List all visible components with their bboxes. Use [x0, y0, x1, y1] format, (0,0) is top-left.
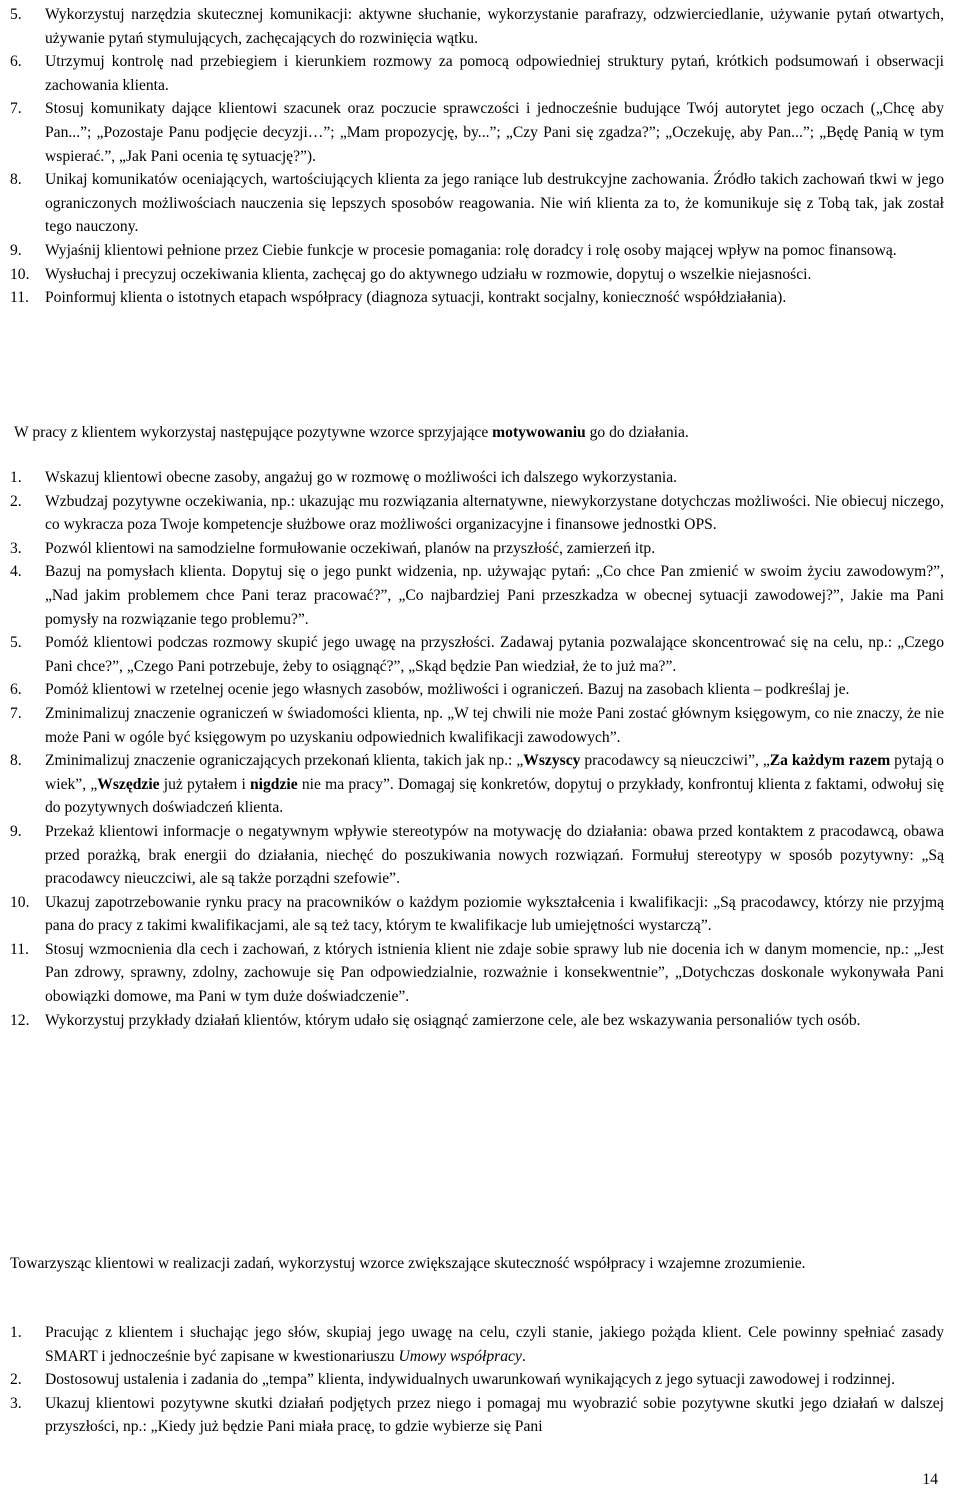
list-item: 5. Wykorzystuj narzędzia skutecznej komunikacji: aktywne słuchanie, wykorzystanie parafrazy, odzwierciedlanie, używanie pytań otwartych, używanie pytań stymulujących, zachęcających do rozwinięcia wątku.	[10, 6, 944, 47]
list-item: 5. Pomóż klientowi podczas rozmowy skupić jego uwagę na przyszłości. Zadawaj pytania pozwalające skoncentrować się na celu, np.: „Czego Pani chce?”, „Czego Pani potrzebuje, żeby to osiągnąć?”, „Skąd będzie Pan wiedział, że to już ma?”.	[10, 634, 944, 675]
list-item: 4. Bazuj na pomysłach klienta. Dopytuj się o jego punkt widzenia, np. używając pytań: „Co chce Pan zmienić w swoim życiu zawodowym?”, „Nad jakim problemem chce Pani teraz pracować?”, „Co najbardziej Pani przeszkadza w obecnej sytuacji zawodowej?”, Jakie ma Pani pomysły na rozwiązanie tego problemu?”.	[10, 563, 944, 628]
list-item: 3. Pozwól klientowi na samodzielne formułowanie oczekiwań, planów na przyszłość, zamierzeń itp.	[10, 539, 656, 557]
motivation-list	[10, 466, 944, 1032]
list-item: 10. Ukazuj zapotrzebowanie rynku pracy na pracowników o każdym poziomie wykształcenia i kwalifikacji: „Są pracodawcy, którzy nie przyjmą pana do pracy z takimi kwalifikacjami, ale są też tacy, którym te kwalifikacje lub umiejętności wystarczą”.	[10, 893, 944, 935]
list-item: 8. Zminimalizuj znaczenie ograniczających przekonań klienta, takich jak np.: „Wszyscy pracodawcy są nieuczciwi”, „Za każdym razem pytają o wiek”, „Wszędzie już pytałem i nigdzie nie ma pracy”. Domagaj się konkretów, dopytuj o przykłady, konfrontuj klienta z faktami, odwołuj się do pozytywnych doświadczeń klienta.	[10, 752, 944, 817]
communication-list	[10, 3, 944, 310]
list-item: 9. Wyjaśnij klientowi pełnione przez Ciebie funkcje w procesie pomagania: rolę doradcy i rolę osoby mającej wpływ na pomoc finansową.	[10, 241, 897, 259]
list-item: 10. Wysłuchaj i precyzuj oczekiwania klienta, zachęcaj go do aktywnego udziału w rozmowie, dopytuj o wszelkie niejasności.	[10, 265, 812, 283]
list-item: 9. Przekaż klientowi informacje o negatywnym wpływie stereotypów na motywację do działania: obawa przed kontaktem z pracodawcą, obawa przed porażką, brak energii do działania, niechęć do poszukiwania nowych rozwiązań. Formułuj stereotypy w sposób pozytywny: „Są pracodawcy nieuczciwi, ale są także porządni szefowie”.	[10, 822, 944, 888]
cooperation-intro: Towarzysząc klientowi w realizacji zadań, wykorzystuj wzorce zwiększające skuteczność współpracy i wzajemne zrozumienie.	[10, 1255, 806, 1272]
motivation-intro: W pracy z klientem wykorzystaj następujące pozytywne wzorce sprzyjające motywowaniu go do działania.	[14, 424, 689, 441]
list-item: 1. Wskazuj klientowi obecne zasoby, angażuj go w rozmowę o możliwości ich dalszego wykorzystania.	[10, 469, 678, 486]
list-item: 2. Wzbudzaj pozytywne oczekiwania, np.: ukazując mu rozwiązania alternatywne, niewykorzystane dotychczas możliwości. Nie obiecuj niczego, co wykracza poza Twoje kompetencje służbowe oraz możliwości organizacyjne i finansowe jednostki OPS.	[10, 492, 944, 534]
list-item: 12. Wykorzystuj przykłady działań klientów, którym udało się osiągnąć zamierzone cele, ale bez wskazywania personaliów tych osób.	[10, 1011, 861, 1029]
list-item: 7. Zminimalizuj znaczenie ograniczeń w świadomości klienta, np. „W tej chwili nie może Pani zostać głównym księgowym, co nie znaczy, że nie może Pani w ogóle być księgowym po uzyskaniu odpowiednich kwalifikacji zawodowych”.	[10, 704, 944, 746]
list-item: 1. Pracując z klientem i słuchając jego słów, skupiaj jego uwagę na celu, czyli stanie, jakiego pożąda klient. Cele powinny spełniać zasady SMART i jednocześnie być zapisane w kwestionariuszu Umowy współpracy.	[10, 1324, 944, 1365]
list-item: 2. Dostosowuj ustalenia i zadania do „tempa” klienta, indywidualnych uwarunkowań wynikających z jego sytuacji zawodowej i rodzinnej.	[10, 1371, 896, 1389]
list-item: 7. Stosuj komunikaty dające klientowi szacunek oraz poczucie sprawczości i jednocześnie budujące Twój autorytet jego oczach („Chcę aby Pan...”; „Pozostaje Panu podjęcie decyzji…”; „Mam propozycję, by...”; „Czy Pani się zgadza?”; „Oczekuję, aby Pan...”; „Będę Panią w tym wspierać.”, „Jak Pani ocenia tę sytuację?”).	[10, 100, 944, 165]
list-item: 3. Ukazuj klientowi pozytywne skutki działań podjętych przez niego i pomagaj mu wyobrazić sobie pozytywne skutki jego działań w dalszej przyszłości, np.: „Kiedy już będzie Pani miała pracę, to gdzie wybierze się Pani	[10, 1394, 944, 1436]
list-item: 6. Pomóż klientowi w rzetelnej ocenie jego własnych zasobów, możliwości i ograniczeń. Bazuj na zasobach klienta – podkreślaj je.	[10, 681, 850, 699]
list-item: 6. Utrzymuj kontrolę nad przebiegiem i kierunkiem rozmowy za pomocą odpowiedniej struktury pytań, krótkich podsumowań i obserwacji zachowania klienta.	[10, 53, 944, 94]
page-number: 14	[922, 1471, 938, 1488]
cooperation-list	[10, 1321, 944, 1439]
list-item: 11. Stosuj wzmocnienia dla cech i zachowań, z których istnienia klient nie zdaje sobie sprawy lub nie docenia ich w danym momencie, np.: „Jest Pan zdrowy, sprawny, zdolny, zachowuje się Pan odpowiedzialnie, rozważnie i konsekwentnie”, „Dotychczas doskonale wykonywała Pani obowiązki domowe, ma Pani w tym duże doświadczenie”.	[10, 940, 944, 1006]
list-item: 8. Unikaj komunikatów oceniających, wartościujących klienta za jego raniące lub destrukcyjne zachowania. Źródło takich zachowań tkwi w jego ograniczonych możliwościach nauczenia się lepszych sposobów reagowania. Nie wiń klienta za to, że komunikuje się z Tobą tak, jak został tego nauczony.	[10, 171, 944, 236]
list-item: 11. Poinformuj klienta o istotnych etapach współpracy (diagnoza sytuacji, kontrakt socjalny, konieczność współdziałania).	[10, 289, 787, 307]
